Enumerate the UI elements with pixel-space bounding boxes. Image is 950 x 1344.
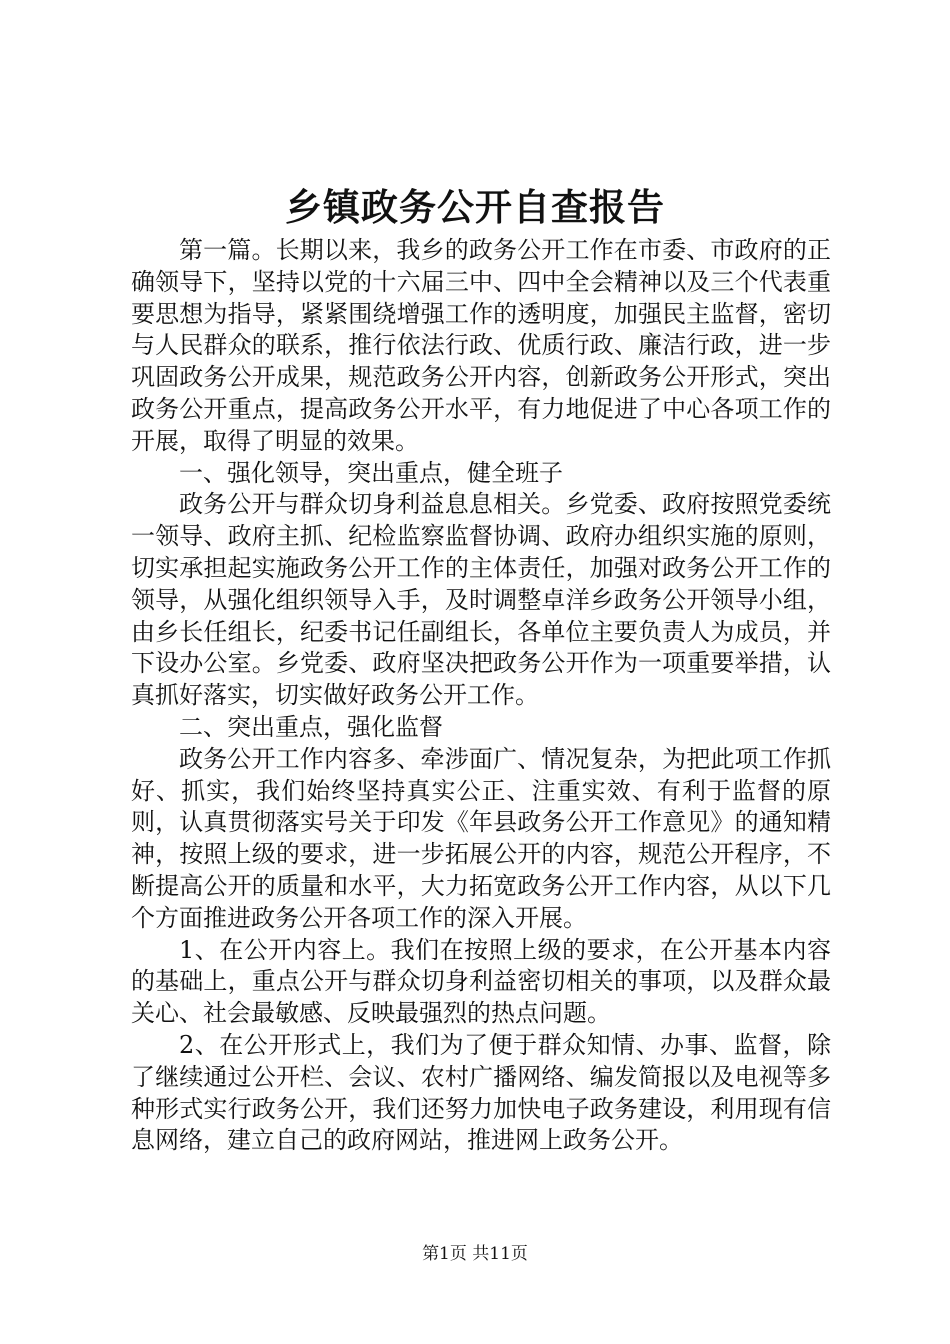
- paragraph-intro: 第一篇。长期以来，我乡的政务公开工作在市委、市政府的正确领导下，坚持以党的十六届三中、四中全会精神以及三个代表重要思想为指导，紧紧围绕增强工作的透明度，加强民主监督，密切与人民群众的联系，推行依法行政、优质行政、廉洁行政，进一步巩固政务公开成果，规范政务公开内容，创新政务公开形式，突出政务公开重点，提高政务公开水平，有力地促进了中心各项工作的开展，取得了明显的效果。: [131, 236, 831, 455]
- section-heading-2: 二、突出重点，强化监督: [179, 712, 443, 741]
- paragraph-supervision: 政务公开工作内容多、牵涉面广、情况复杂，为把此项工作抓好、抓实，我们始终坚持真实公正、注重实效、有利于监督的原则，认真贯彻落实号关于印发《年县政务公开工作意见》的通知精神，按照上级的要求，进一步拓展公开的内容，规范公开程序，不断提高公开的质量和水平，大力拓宽政务公开工作内容，从以下几个方面推进政务公开各项工作的深入开展。: [131, 744, 831, 932]
- paragraph-leadership: 政务公开与群众切身利益息息相关。乡党委、政府按照党委统一领导、政府主抓、纪检监察监督协调、政府办组织实施的原则，切实承担起实施政务公开工作的主体责任，加强对政务公开工作的领导，从强化组织领导入手，及时调整卓洋乡政务公开领导小组，由乡长任组长，纪委书记任副组长，各单位主要负责人为成员，并下设办公室。乡党委、政府坚决把政务公开作为一项重要举措，认真抓好落实，切实做好政务公开工作。: [131, 490, 831, 710]
- section-heading-1: 一、强化领导，突出重点，健全班子: [179, 458, 563, 487]
- page-number-footer: 第1页 共11页: [422, 1244, 528, 1264]
- paragraph-content: 1、在公开内容上。我们在按照上级的要求，在公开基本内容的基础上，重点公开与群众切身利益密切相关的事项，以及群众最关心、社会最敏感、反映最强烈的热点问题。: [131, 935, 831, 1028]
- document-body: [131, 235, 831, 1157]
- paragraph-form: 2、在公开形式上，我们为了便于群众知情、办事、监督，除了继续通过公开栏、会议、农村广播网络、编发简报以及电视等多种形式实行政务公开，我们还努力加快电子政务建设，利用现有信息网络，建立自己的政府网站，推进网上政务公开。: [131, 1030, 831, 1155]
- document-title: 乡镇政务公开自查报告: [285, 186, 665, 229]
